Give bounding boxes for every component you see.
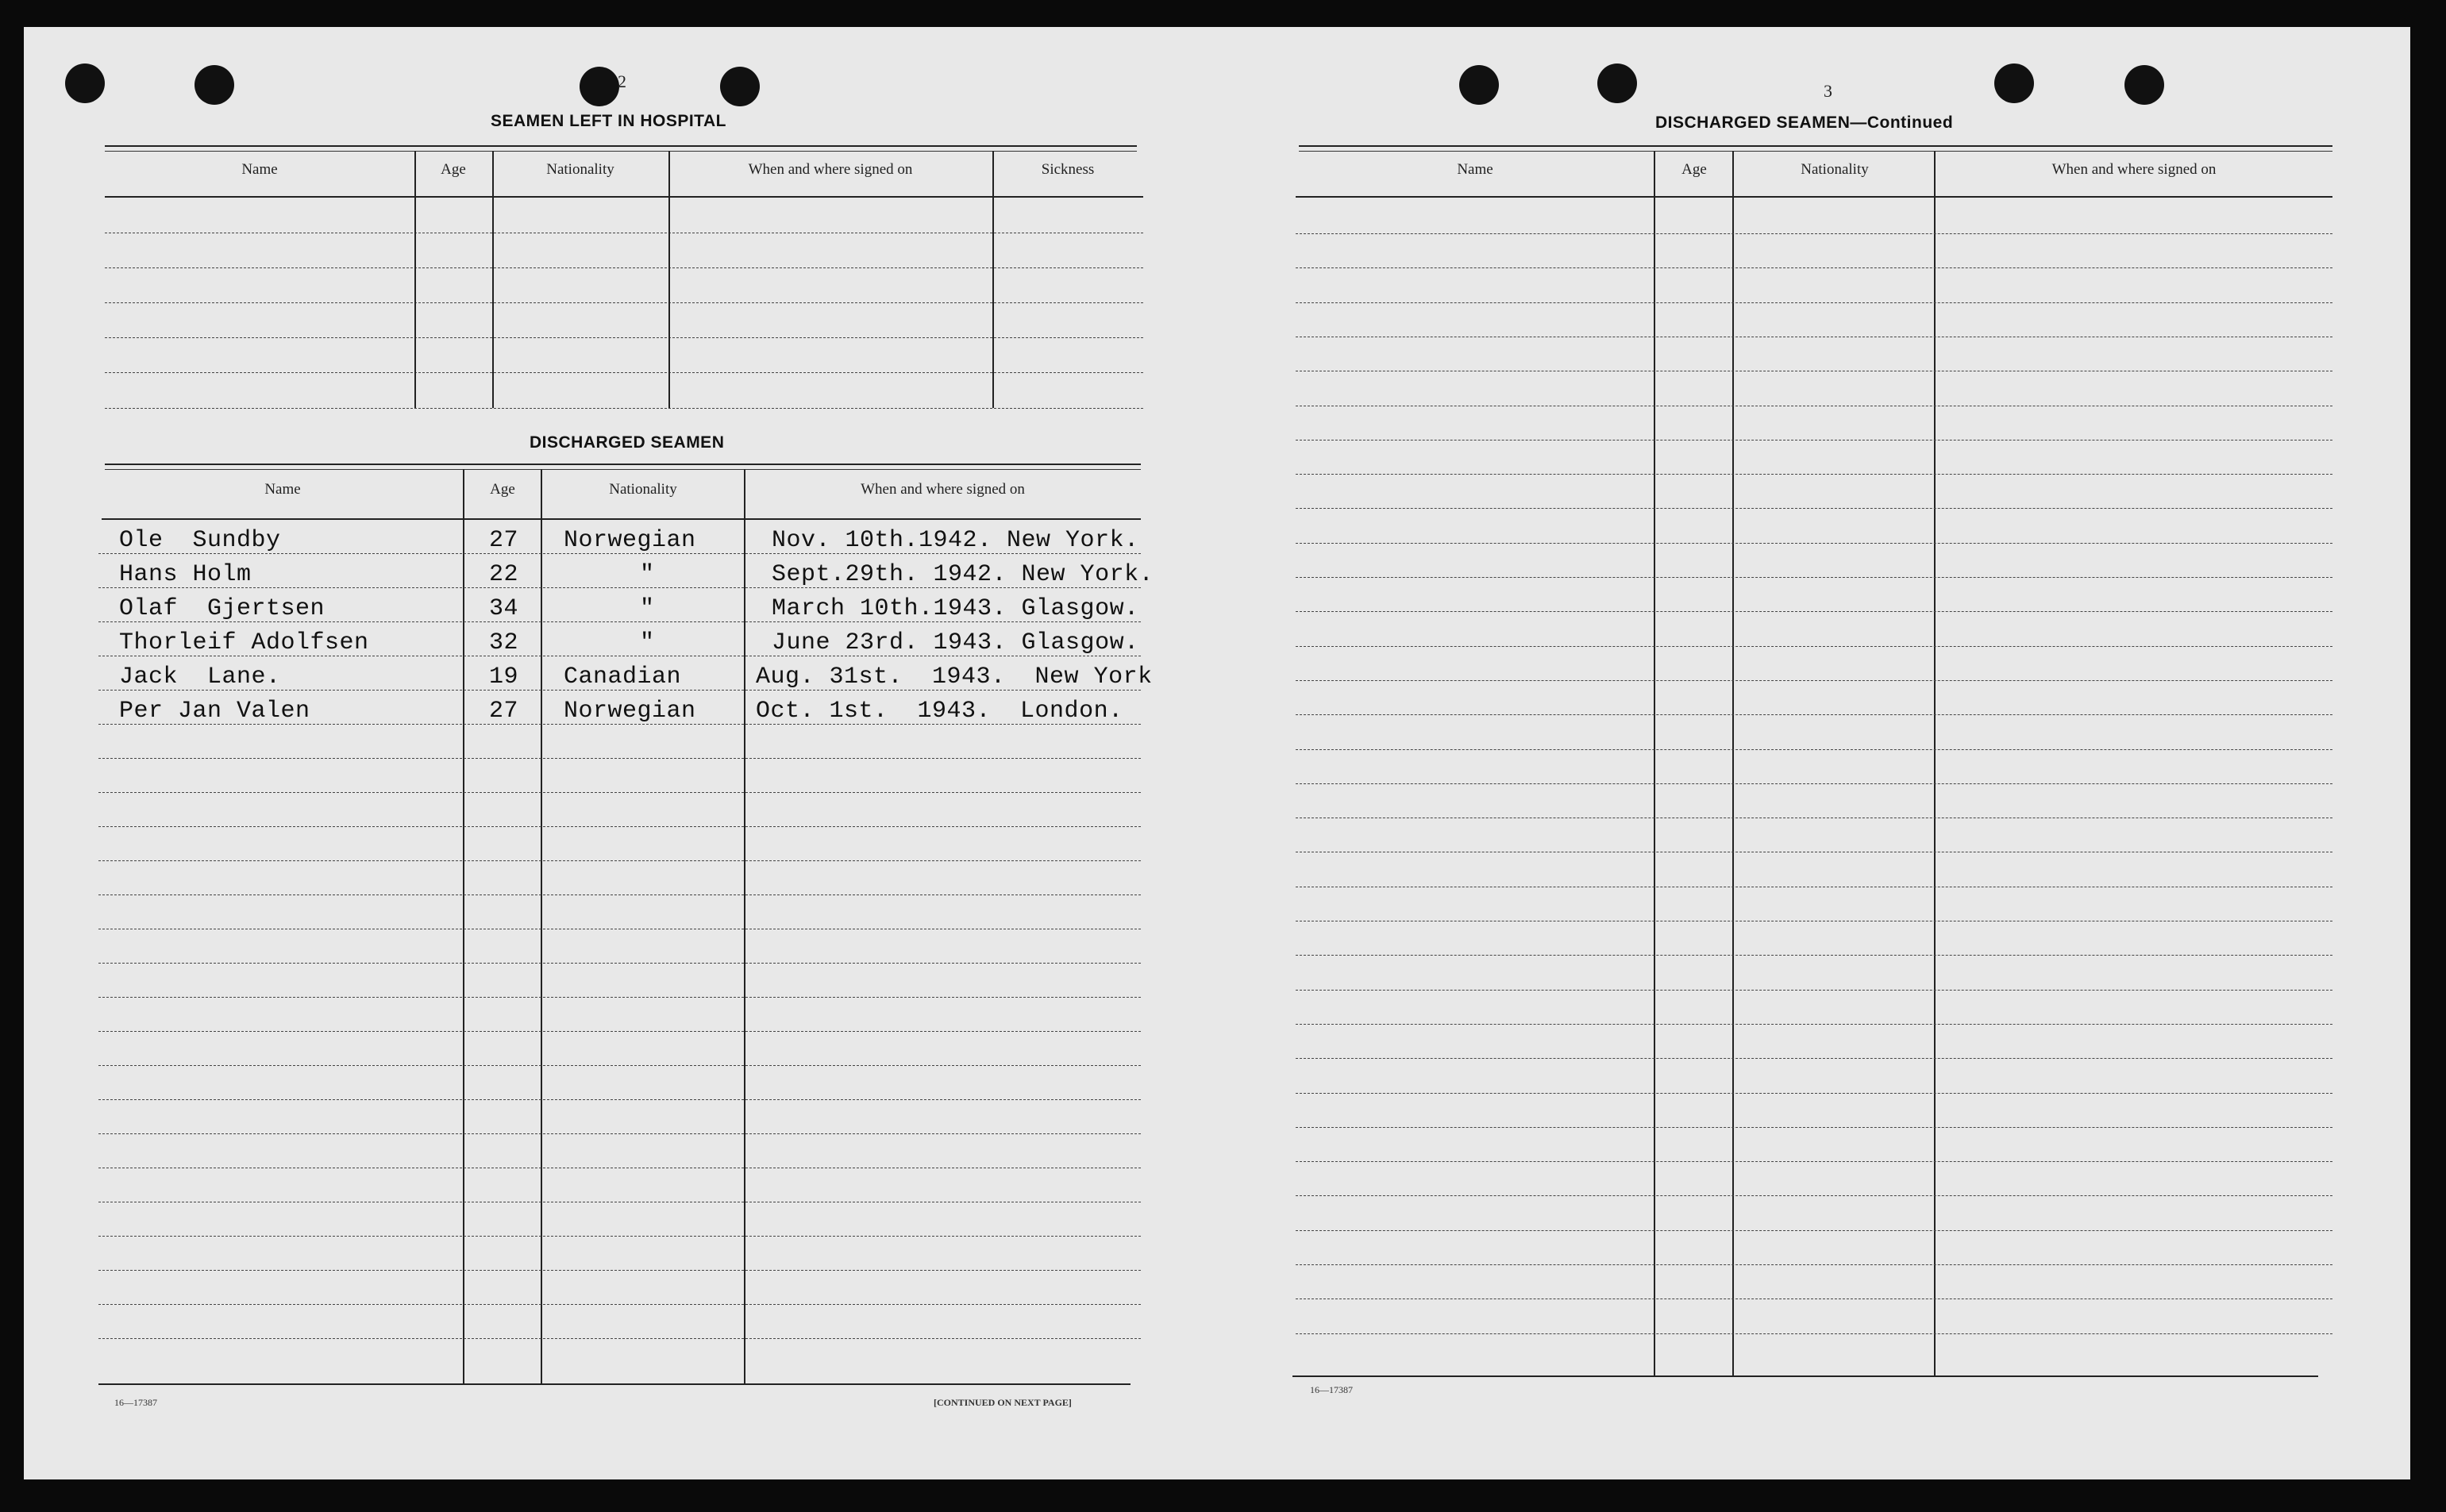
page-number: 3 bbox=[1824, 81, 1832, 101]
ruled-line bbox=[1296, 508, 2332, 509]
ruled-line bbox=[1296, 783, 2332, 784]
seaman-age: 22 bbox=[489, 561, 519, 588]
seaman-nationality: " bbox=[640, 561, 655, 588]
col-header-age: Age bbox=[441, 161, 466, 178]
seaman-age: 27 bbox=[489, 698, 519, 725]
form-number: 16—17387 bbox=[1310, 1384, 1353, 1395]
section-title-discharged: DISCHARGED SEAMEN bbox=[530, 433, 725, 452]
binder-hole bbox=[1994, 63, 2034, 103]
form-number: 16—17387 bbox=[114, 1397, 157, 1408]
seaman-age: 32 bbox=[489, 629, 519, 656]
ruled-line bbox=[98, 1304, 1141, 1305]
binder-hole bbox=[65, 63, 105, 103]
ruled-line bbox=[1296, 474, 2332, 475]
page-number: 2 bbox=[618, 71, 626, 91]
col-header-signed-on: When and where signed on bbox=[748, 161, 913, 178]
seaman-nationality: " bbox=[640, 595, 655, 622]
register-spread bbox=[24, 27, 2410, 1479]
col-header-signed-on: When and where signed on bbox=[2051, 161, 2217, 178]
seaman-signed-on: Aug. 31st. 1943. New York bbox=[756, 664, 1153, 691]
section-title-hospital: SEAMEN LEFT IN HOSPITAL bbox=[491, 112, 726, 130]
binder-hole bbox=[720, 67, 760, 106]
seaman-signed-on: Nov. 10th.1942. New York. bbox=[772, 527, 1139, 554]
ruled-line bbox=[98, 758, 1141, 759]
ruled-line bbox=[1296, 646, 2332, 647]
seaman-name: Thorleif Adolfsen bbox=[119, 629, 369, 656]
ruled-line bbox=[1296, 267, 2332, 268]
col-header-nationality: Nationality bbox=[609, 481, 677, 498]
ruled-line bbox=[1296, 1333, 2332, 1334]
seaman-signed-on: March 10th.1943. Glasgow. bbox=[772, 595, 1139, 622]
ruled-line bbox=[98, 963, 1141, 964]
ruled-line bbox=[1296, 440, 2332, 441]
ruled-line bbox=[98, 1236, 1141, 1237]
ruled-line bbox=[1296, 680, 2332, 681]
seaman-name: Per Jan Valen bbox=[119, 698, 310, 725]
seaman-name: Jack Lane. bbox=[119, 664, 281, 691]
ruled-line bbox=[1296, 1230, 2332, 1231]
ruled-line bbox=[1296, 1264, 2332, 1265]
ruled-line bbox=[98, 1065, 1141, 1066]
seaman-age: 19 bbox=[489, 664, 519, 691]
ruled-line bbox=[1296, 749, 2332, 750]
seaman-signed-on: Sept.29th. 1942. New York. bbox=[772, 561, 1154, 588]
ruled-line bbox=[98, 860, 1141, 861]
ruled-line bbox=[98, 826, 1141, 827]
ruled-line bbox=[1296, 1058, 2332, 1059]
col-header-nationality: Nationality bbox=[1801, 161, 1869, 178]
binder-hole bbox=[2124, 65, 2164, 105]
col-header-signed-on: When and where signed on bbox=[861, 481, 1025, 498]
ruled-line bbox=[1296, 233, 2332, 234]
ruled-line bbox=[1296, 611, 2332, 612]
binder-hole bbox=[580, 67, 619, 106]
ruled-line bbox=[98, 1133, 1141, 1134]
seaman-nationality: Norwegian bbox=[564, 698, 696, 725]
seaman-signed-on: Oct. 1st. 1943. London. bbox=[756, 698, 1123, 725]
ruled-line bbox=[1296, 543, 2332, 544]
binder-hole bbox=[1459, 65, 1499, 105]
binder-hole bbox=[195, 65, 234, 105]
seaman-signed-on: June 23rd. 1943. Glasgow. bbox=[772, 629, 1139, 656]
col-header-age: Age bbox=[1681, 161, 1707, 178]
seaman-nationality: Canadian bbox=[564, 664, 682, 691]
binder-hole bbox=[1597, 63, 1637, 103]
col-header-name: Name bbox=[241, 161, 278, 178]
seaman-age: 34 bbox=[489, 595, 519, 622]
ruled-line bbox=[1296, 990, 2332, 991]
col-header-name: Name bbox=[264, 481, 301, 498]
ruled-line bbox=[1296, 302, 2332, 303]
col-header-name: Name bbox=[1457, 161, 1493, 178]
seaman-name: Hans Holm bbox=[119, 561, 252, 588]
col-header-sickness: Sickness bbox=[1041, 161, 1095, 178]
ruled-line bbox=[98, 792, 1141, 793]
ruled-line bbox=[1296, 1161, 2332, 1162]
ruled-line bbox=[1296, 955, 2332, 956]
ruled-line bbox=[1296, 1127, 2332, 1128]
ruled-line bbox=[1296, 1195, 2332, 1196]
ruled-line bbox=[1296, 1093, 2332, 1094]
seaman-age: 27 bbox=[489, 527, 519, 554]
continued-note: [CONTINUED ON NEXT PAGE] bbox=[934, 1397, 1072, 1408]
ruled-line bbox=[1296, 1298, 2332, 1299]
ruled-line bbox=[1296, 577, 2332, 578]
ruled-line bbox=[98, 997, 1141, 998]
seaman-nationality: Norwegian bbox=[564, 527, 696, 554]
ruled-line bbox=[98, 1031, 1141, 1032]
seaman-name: Olaf Gjertsen bbox=[119, 595, 325, 622]
section-title-discharged-continued: DISCHARGED SEAMEN—Continued bbox=[1655, 113, 1954, 132]
ruled-line bbox=[98, 1338, 1141, 1339]
seaman-name: Ole Sundby bbox=[119, 527, 281, 554]
ruled-line bbox=[98, 1270, 1141, 1271]
ruled-line bbox=[1296, 1024, 2332, 1025]
col-header-nationality: Nationality bbox=[546, 161, 614, 178]
ruled-line bbox=[98, 1099, 1141, 1100]
col-header-age: Age bbox=[490, 481, 515, 498]
seaman-nationality: " bbox=[640, 629, 655, 656]
ruled-line bbox=[1296, 714, 2332, 715]
